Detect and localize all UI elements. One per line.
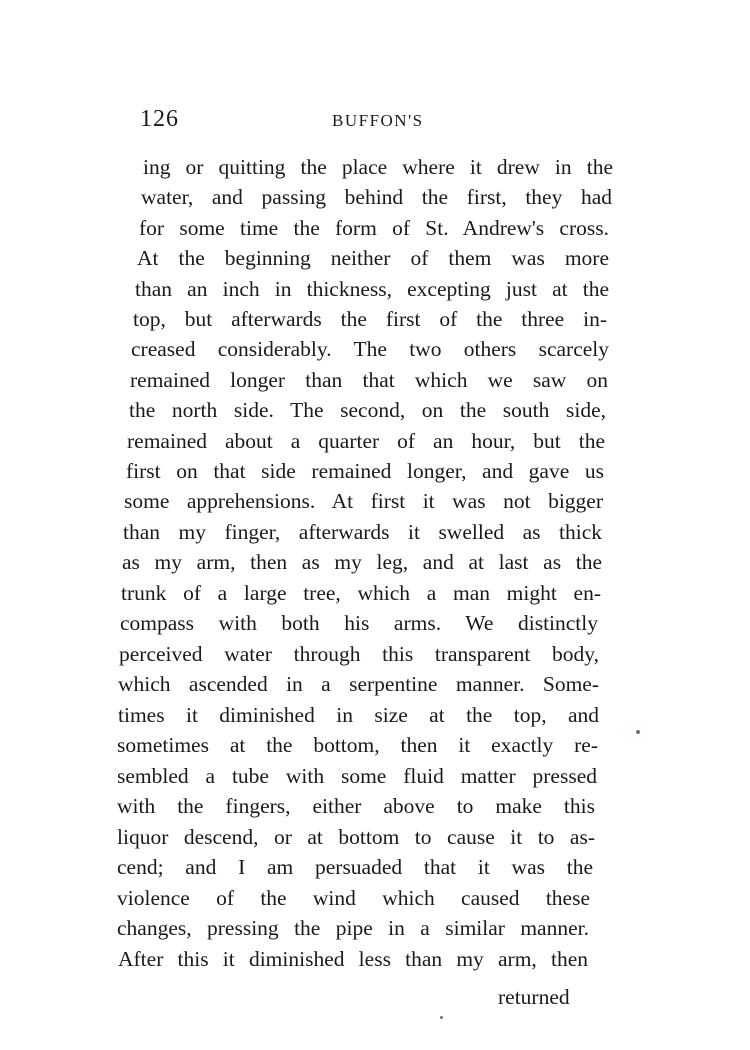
text-line: water, and passing behind the first, they had — [141, 185, 612, 209]
text-line: violence of the wind which caused these — [117, 886, 590, 910]
ink-speck — [440, 1016, 443, 1019]
running-head — [140, 106, 610, 136]
text-line: After this it diminished less than my arm, then — [118, 947, 588, 971]
text-line: changes, pressing the pipe in a similar manner. — [117, 916, 589, 940]
text-line: sembled a tube with some fluid matter pressed — [117, 764, 597, 788]
text-line: with the fingers, either above to make this — [117, 794, 595, 818]
text-line: top, but afterwards the first of the three in- — [133, 307, 607, 331]
ink-speck — [636, 730, 640, 734]
text-line: compass with both his arms. We distinctly — [120, 611, 598, 635]
text-line: some apprehensions. At first it was not bigger — [124, 489, 603, 513]
catchword: returned — [498, 985, 570, 1009]
page-number: 126 — [140, 106, 179, 132]
text-line: as my arm, then as my leg, and at last as the — [122, 550, 602, 574]
text-line: sometimes at the bottom, then it exactly re- — [117, 733, 598, 757]
text-line: liquor descend, or at bottom to cause it to as- — [117, 825, 595, 849]
text-line: cend; and I am persuaded that it was the — [117, 855, 593, 879]
text-line: remained longer than that which we saw on — [130, 368, 608, 392]
running-title: BUFFON'S — [332, 111, 424, 130]
text-line: than my finger, afterwards it swelled as thick — [123, 520, 602, 544]
text-line: which ascended in a serpentine manner. Some- — [118, 672, 599, 696]
text-line: for some time the form of St. Andrew's cross. — [139, 216, 609, 240]
text-line: first on that side remained longer, and gave us — [126, 459, 604, 483]
text-line: the north side. The second, on the south side, — [129, 398, 606, 422]
text-line: ing or quitting the place where it drew in the — [143, 155, 613, 179]
text-line: trunk of a large tree, which a man might en- — [121, 581, 601, 605]
text-line: than an inch in thickness, excepting just at the — [135, 277, 609, 301]
text-line: times it diminished in size at the top, and — [118, 703, 599, 727]
text-line: creased considerably. The two others scarcely — [131, 337, 609, 361]
text-line: perceived water through this transparent body, — [119, 642, 599, 666]
text-line: remained about a quarter of an hour, but the — [127, 429, 605, 453]
body-text — [0, 152, 750, 982]
text-line: At the beginning neither of them was more — [137, 246, 609, 270]
